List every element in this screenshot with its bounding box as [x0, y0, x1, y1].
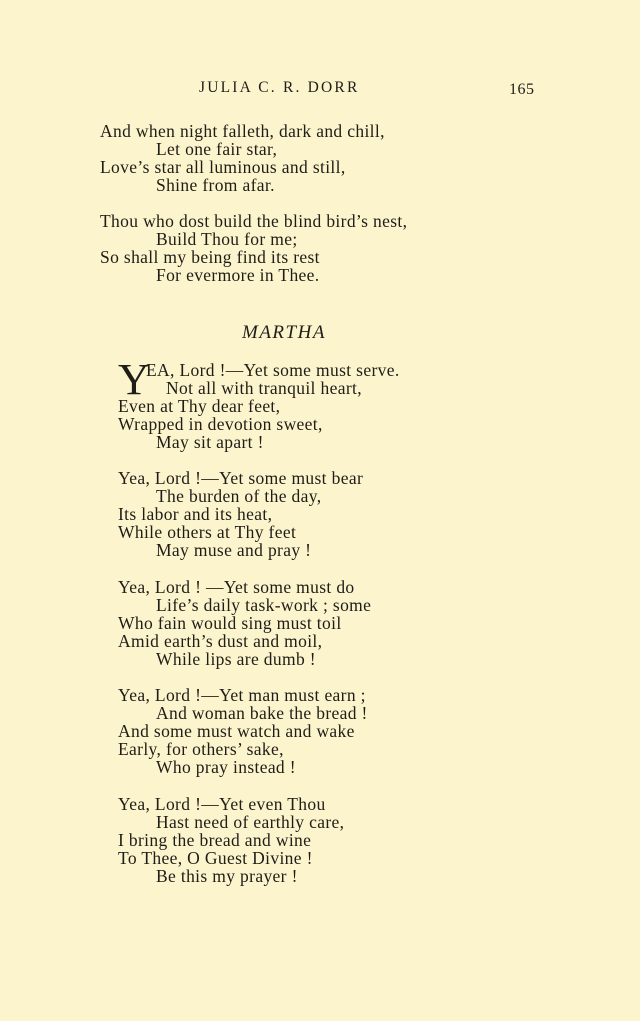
poem-line: Who fain would sing must toil — [118, 613, 342, 633]
poem-line: I bring the bread and wine — [118, 830, 312, 850]
poem-line: Life’s daily task-work ; some — [156, 595, 372, 615]
poem-line: Its labor and its heat, — [118, 504, 273, 524]
poem-line: Let one fair star, — [156, 139, 278, 159]
poem-line: EA, Lord !—Yet some must serve. — [146, 360, 400, 380]
poem-line: Amid earth’s dust and moil, — [118, 631, 323, 651]
poem-line: Yea, Lord !—Yet even Thou — [118, 794, 326, 814]
poem-line: Love’s star all luminous and still, — [100, 157, 346, 177]
poem-line: Even at Thy dear feet, — [118, 396, 281, 416]
running-head-author: JULIA C. R. DORR — [199, 79, 360, 96]
poem-line: The burden of the day, — [156, 486, 322, 506]
poem-title: MARTHA — [242, 322, 326, 343]
poem-line: Be this my prayer ! — [156, 866, 298, 886]
poem-line: While others at Thy feet — [118, 522, 297, 542]
poem-line: So shall my being find its rest — [100, 247, 320, 267]
poem-line: And woman bake the bread ! — [156, 703, 368, 723]
poem-line: Yea, Lord ! —Yet some must do — [118, 577, 355, 597]
poem-line: May sit apart ! — [156, 432, 264, 452]
poem-line: Build Thou for me; — [156, 229, 298, 249]
poem-line: To Thee, O Guest Divine ! — [118, 848, 313, 868]
poem-line: Yea, Lord !—Yet man must earn ; — [118, 685, 366, 705]
poem-line: Hast need of earthly care, — [156, 812, 345, 832]
poem-line: While lips are dumb ! — [156, 649, 316, 669]
poem-line: May muse and pray ! — [156, 540, 312, 560]
poem-line: Early, for others’ sake, — [118, 739, 284, 759]
poem-line: For evermore in Thee. — [156, 265, 320, 285]
poem-line: Yea, Lord !—Yet some must bear — [118, 468, 364, 488]
poem-line: Shine from afar. — [156, 175, 275, 195]
poem-line: And some must watch and wake — [118, 721, 355, 741]
poem-line: Not all with tranquil heart, — [166, 378, 362, 398]
poem-line: Who pray instead ! — [156, 757, 296, 777]
poem-line: Wrapped in devotion sweet, — [118, 414, 323, 434]
poem-line: And when night falleth, dark and chill, — [100, 121, 385, 141]
page-number: 165 — [509, 81, 535, 98]
drop-cap: Y — [118, 355, 150, 404]
poem-line: Thou who dost build the blind bird’s nest, — [100, 211, 408, 231]
